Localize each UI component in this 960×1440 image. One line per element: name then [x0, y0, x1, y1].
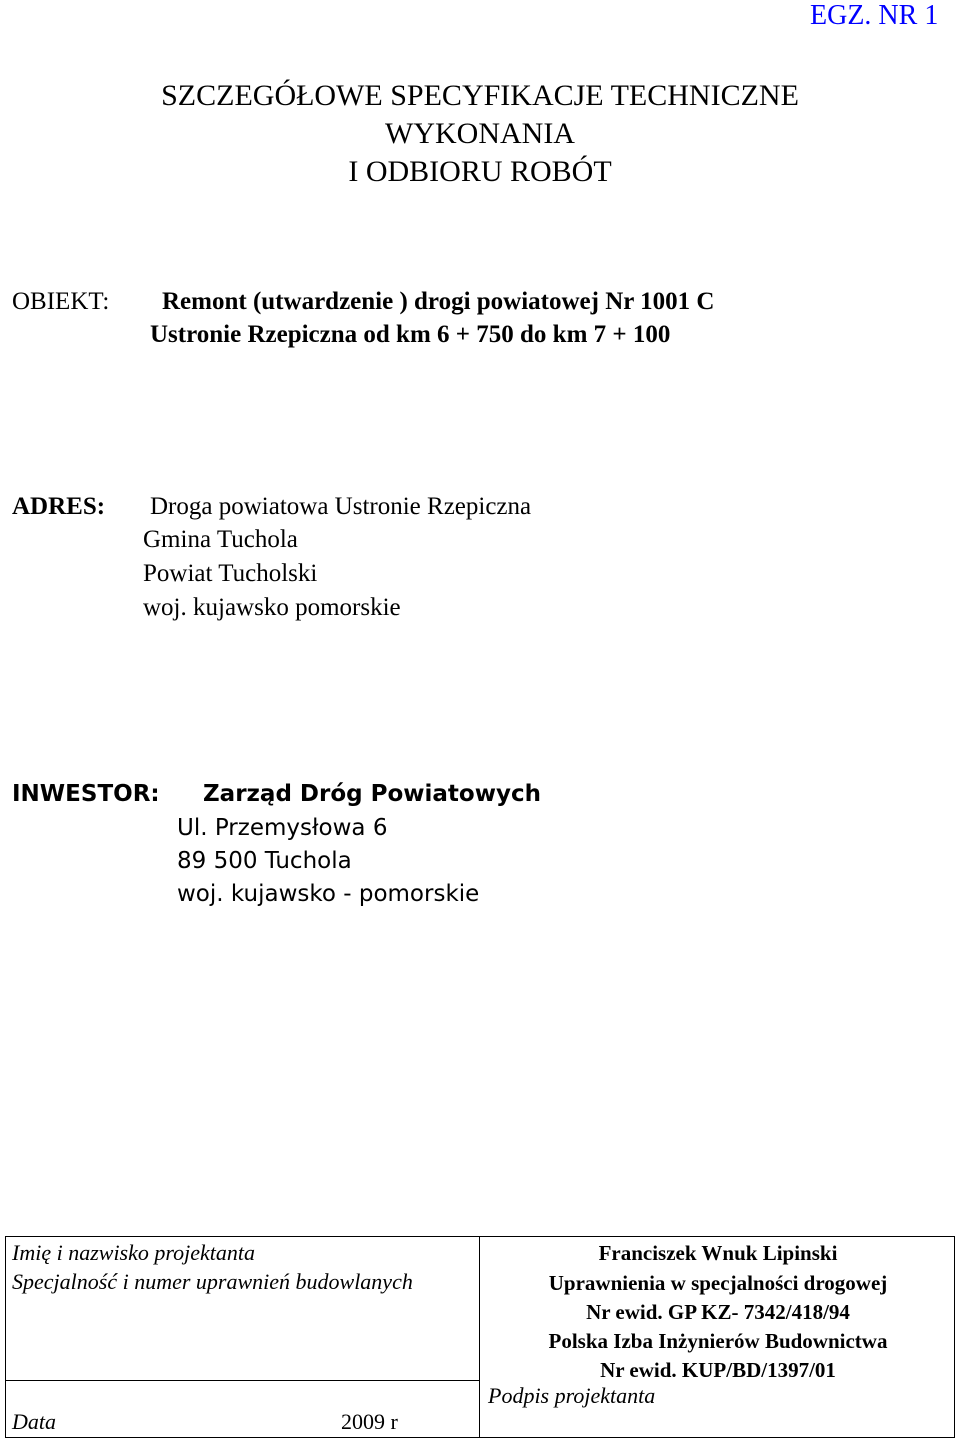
copy-number: EGZ. NR 1: [810, 0, 939, 31]
designer-specialty: Uprawnienia w specjalności drogowej: [548, 1271, 888, 1295]
signature-label: Podpis projektanta: [488, 1383, 656, 1408]
investor-city: 89 500 Tuchola: [177, 848, 352, 874]
registration-number-1: Nr ewid. GP KZ- 7342/418/94: [586, 1300, 850, 1324]
address-line-3: Powiat Tucholski: [143, 560, 318, 587]
address-line-4: woj. kujawsko pomorskie: [143, 594, 401, 621]
designer-table: [5, 1236, 955, 1438]
registration-number-2: Nr ewid. KUP/BD/1397/01: [600, 1358, 836, 1382]
engineers-chamber: Polska Izba Inżynierów Budownictwa: [548, 1329, 888, 1353]
investor-label: INWESTOR:: [12, 781, 160, 807]
date-value: 2009 r: [341, 1409, 398, 1434]
investor-region: woj. kujawsko - pomorskie: [177, 881, 480, 907]
object-line-2: Ustronie Rzepiczna od km 6 + 750 do km 7 + 100: [150, 321, 671, 348]
designer-name-label: Imię i nazwisko projektanta: [12, 1240, 255, 1265]
investor-street: Ul. Przemysłowa 6: [177, 815, 388, 841]
object-label: OBIEKT:: [12, 288, 110, 315]
title-line-2: WYKONANIA: [385, 117, 575, 150]
address-line-1: Droga powiatowa Ustronie Rzepiczna: [150, 493, 532, 520]
specialty-label: Specjalność i numer uprawnień budowlanych: [12, 1269, 413, 1294]
address-line-2: Gmina Tuchola: [143, 526, 298, 553]
title-line-3: I ODBIORU ROBÓT: [348, 155, 612, 188]
designer-name: Franciszek Wnuk Lipinski: [598, 1241, 838, 1265]
object-line-1: Remont (utwardzenie ) drogi powiatowej Nr 1001 C: [162, 288, 715, 315]
table-divider-horizontal: [6, 1380, 479, 1381]
address-label: ADRES:: [12, 493, 106, 520]
title-line-1: SZCZEGÓŁOWE SPECYFIKACJE TECHNICZNE: [161, 79, 799, 112]
investor-name: Zarząd Dróg Powiatowych: [203, 781, 541, 807]
date-label: Data: [12, 1409, 56, 1434]
